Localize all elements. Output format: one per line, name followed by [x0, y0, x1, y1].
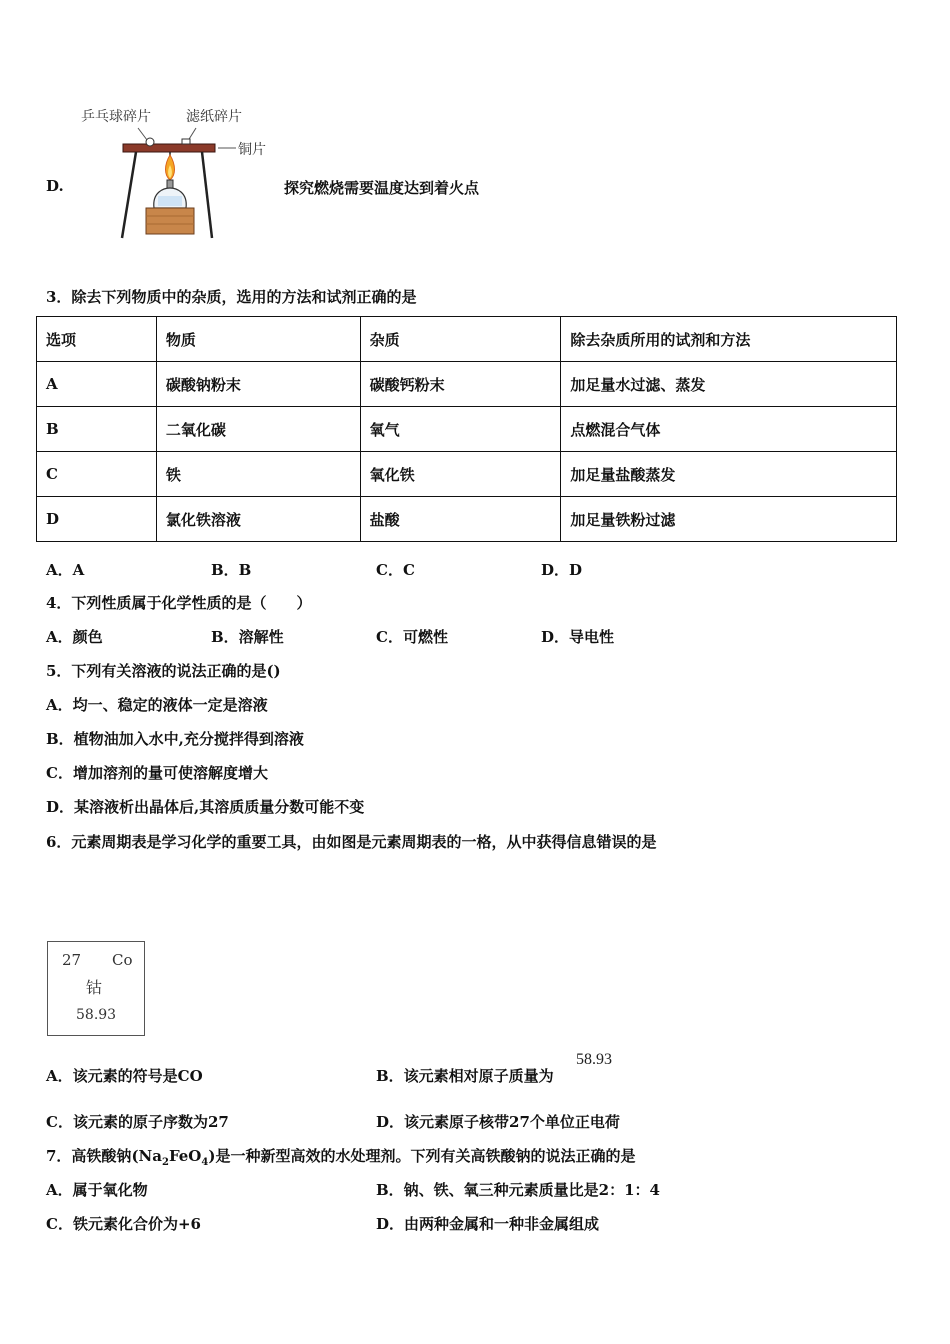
q6-option-b-value: 58.93 — [576, 1051, 612, 1068]
apparatus-drawing — [78, 122, 278, 244]
q4-option-a: A．颜色 — [46, 628, 103, 646]
table-cell: C — [37, 452, 157, 497]
table-row — [37, 497, 897, 542]
q7-stem-pre: 7．高铁酸钠(Na — [46, 1147, 162, 1165]
table-cell: 氯化铁溶液 — [156, 497, 360, 542]
table-cell: A — [37, 362, 157, 407]
q7-option-c: C．铁元素化合价为+6 — [46, 1215, 201, 1233]
table-cell: 氧化铁 — [360, 452, 561, 497]
table-cell: D — [37, 497, 157, 542]
table-cell: B — [37, 407, 157, 452]
q7-stem-post: )是一种新型高效的水处理剂。下列有关高铁酸钠的说法正确的是 — [208, 1147, 636, 1165]
table-cell: 加足量盐酸蒸发 — [561, 452, 897, 497]
q3-option-b: B．B — [211, 561, 252, 579]
table-header-row — [37, 317, 897, 362]
q5-stem: 5．下列有关溶液的说法正确的是() — [46, 662, 281, 680]
q5-option-b: B．植物油加入水中,充分搅拌得到溶液 — [46, 730, 304, 748]
header-cell: 除去杂质所用的试剂和方法 — [561, 317, 897, 362]
q6-option-a: A．该元素的符号是CO — [46, 1067, 203, 1085]
q3-stem: 3．除去下列物质中的杂质，选用的方法和试剂正确的是 — [46, 288, 417, 306]
combustion-apparatus-figure — [78, 104, 278, 244]
label-copper-sheet: 铜片 — [238, 142, 266, 158]
q7-stem — [46, 1145, 635, 1168]
q2-option-d-label: D. — [46, 177, 64, 195]
q5-option-c: C．增加溶剂的量可使溶解度增大 — [46, 764, 268, 782]
q7-stem-sub1: 2 — [161, 1157, 169, 1168]
q5-option-a: A．均一、稳定的液体一定是溶液 — [46, 696, 268, 714]
q2-option-d-text: 探究燃烧需要温度达到着火点 — [284, 179, 480, 197]
table-cell: 盐酸 — [360, 497, 561, 542]
table-cell: 铁 — [156, 452, 360, 497]
header-cell: 杂质 — [360, 317, 561, 362]
q4-option-c: C．可燃性 — [376, 628, 448, 646]
q6-option-d: D．该元素原子核带27个单位正电荷 — [376, 1113, 620, 1131]
q3-table — [36, 316, 897, 542]
q7-option-a: A．属于氧化物 — [46, 1181, 148, 1199]
element-symbol: Co — [112, 951, 133, 969]
q3-option-d: D．D — [541, 561, 583, 579]
table-cell: 碳酸钠粉末 — [156, 362, 360, 407]
table-cell: 点燃混合气体 — [561, 407, 897, 452]
table-cell: 加足量铁粉过滤 — [561, 497, 897, 542]
q7-option-d: D．由两种金属和一种非金属组成 — [376, 1215, 600, 1233]
element-name: 钴 — [86, 978, 103, 997]
table-cell: 加足量水过滤、蒸发 — [561, 362, 897, 407]
header-cell: 选项 — [37, 317, 157, 362]
q4-stem: 4．下列性质属于化学性质的是（ ） — [46, 594, 312, 612]
atomic-mass: 58.93 — [76, 1007, 117, 1023]
q6-option-c: C．该元素的原子序数为27 — [46, 1113, 229, 1131]
table-cell: 碳酸钙粉末 — [360, 362, 561, 407]
q6-option-b: B．该元素相对原子质量为 — [376, 1067, 554, 1085]
table-row — [37, 362, 897, 407]
label-pingpong-fragments: 乒乓球碎片 — [81, 109, 151, 125]
q5-option-d: D．某溶液析出晶体后,其溶质质量分数可能不变 — [46, 798, 365, 816]
periodic-table-cell — [47, 941, 145, 1036]
q7-stem-mid: FeO — [168, 1147, 202, 1165]
q3-option-c: C．C — [376, 561, 415, 579]
q6-stem: 6．元素周期表是学习化学的重要工具，由如图是元素周期表的一格，从中获得信息错误的是 — [46, 833, 657, 851]
header-cell: 物质 — [156, 317, 360, 362]
label-filter-paper-fragments: 滤纸碎片 — [186, 109, 242, 125]
atomic-number: 27 — [62, 951, 82, 969]
table-row — [37, 452, 897, 497]
q3-option-a: A．A — [46, 561, 85, 579]
q7-option-b: B．钠、铁、氧三种元素质量比是2：1：4 — [376, 1181, 660, 1199]
table-cell: 氧气 — [360, 407, 561, 452]
table-row — [37, 407, 897, 452]
table-cell: 二氧化碳 — [156, 407, 360, 452]
q7-stem-sub2: 4 — [201, 1157, 209, 1168]
q4-option-d: D．导电性 — [541, 628, 615, 646]
q4-option-b: B．溶解性 — [211, 628, 284, 646]
